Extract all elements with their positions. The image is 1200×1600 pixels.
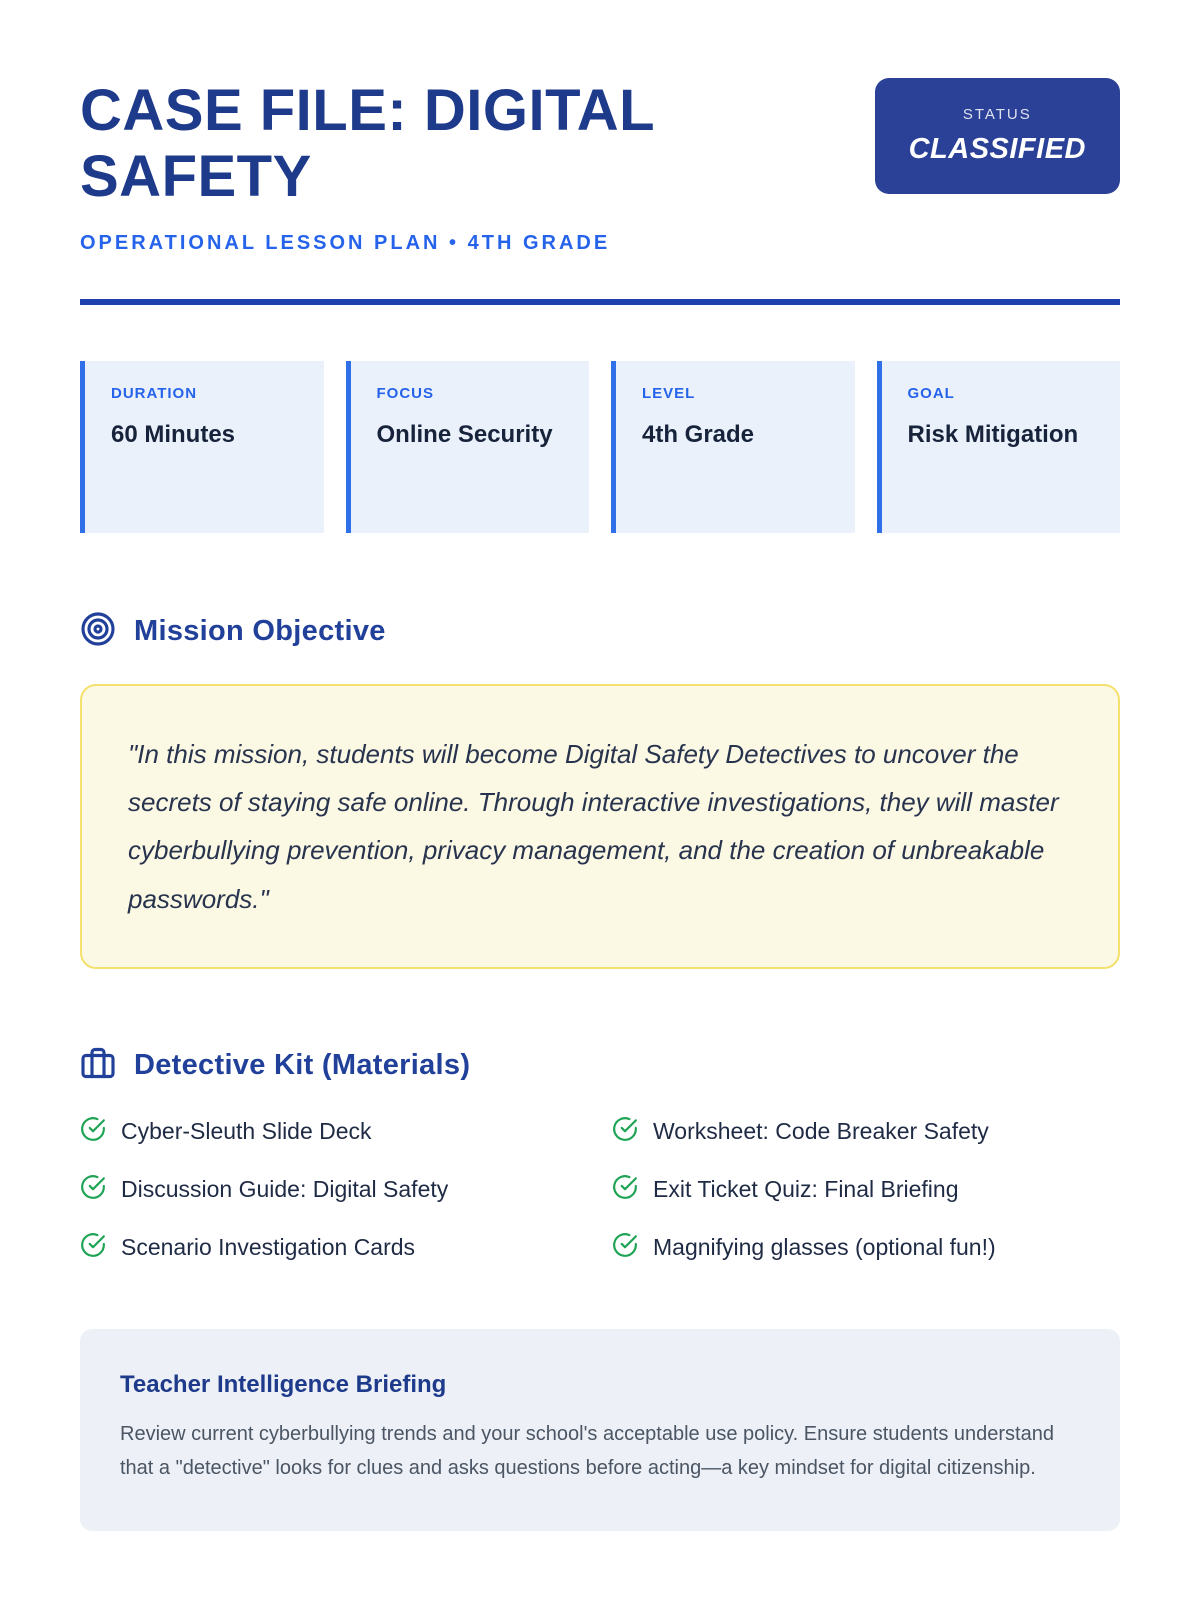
material-item bbox=[612, 1174, 1120, 1205]
info-card-value: Online Security bbox=[376, 421, 553, 449]
check-circle-icon bbox=[612, 1116, 638, 1147]
header-divider bbox=[80, 299, 1120, 305]
info-card-label: FOCUS bbox=[376, 385, 434, 403]
material-label: Exit Ticket Quiz: Final Briefing bbox=[653, 1175, 959, 1202]
mission-objective-quote-box bbox=[80, 684, 1120, 968]
material-label: Scenario Investigation Cards bbox=[121, 1233, 416, 1260]
teacher-briefing-heading: Teacher Intelligence Briefing bbox=[120, 1370, 447, 1398]
material-item bbox=[80, 1116, 588, 1147]
info-card-value: Risk Mitigation bbox=[907, 421, 1079, 449]
material-label: Discussion Guide: Digital Safety bbox=[121, 1175, 449, 1202]
material-item bbox=[80, 1174, 588, 1205]
info-card-label: GOAL bbox=[907, 385, 955, 403]
info-card-duration bbox=[80, 361, 324, 533]
header bbox=[80, 78, 1120, 210]
info-card-focus bbox=[346, 361, 590, 533]
page-subtitle: OPERATIONAL LESSON PLAN • 4TH GRADE bbox=[80, 232, 611, 255]
detective-kit-section-heading bbox=[80, 1045, 1120, 1086]
status-badge-value: CLASSIFIED bbox=[908, 133, 1086, 165]
material-item bbox=[80, 1232, 588, 1263]
materials-checklist bbox=[80, 1116, 1120, 1263]
status-badge bbox=[875, 78, 1120, 194]
target-icon bbox=[80, 611, 116, 652]
mission-objective-quote: "In this mission, students will become Digital Safety Detectives to uncover the secrets of staying safe online. Through interactive investigations, they will master cyberbullying prevention, privacy management, and the creation of unbreakable passwords." bbox=[128, 739, 1059, 914]
section-title: Mission Objective bbox=[134, 615, 386, 648]
info-card-label: LEVEL bbox=[642, 385, 696, 403]
info-card-goal bbox=[877, 361, 1121, 533]
info-card-label: DURATION bbox=[111, 385, 198, 403]
page-title: CASE FILE: DIGITAL SAFETY bbox=[80, 78, 654, 210]
info-card-level bbox=[611, 361, 855, 533]
mission-objective-section-heading bbox=[80, 611, 1120, 652]
info-card-value: 4th Grade bbox=[642, 421, 755, 449]
teacher-briefing-box bbox=[80, 1329, 1120, 1531]
check-circle-icon bbox=[612, 1174, 638, 1205]
check-circle-icon bbox=[612, 1232, 638, 1263]
check-circle-icon bbox=[80, 1174, 106, 1205]
material-item bbox=[612, 1116, 1120, 1147]
status-badge-label: STATUS bbox=[962, 106, 1032, 123]
briefcase-icon bbox=[80, 1045, 116, 1086]
check-circle-icon bbox=[80, 1232, 106, 1263]
material-label: Cyber-Sleuth Slide Deck bbox=[121, 1117, 372, 1144]
material-label: Worksheet: Code Breaker Safety bbox=[653, 1117, 989, 1144]
info-cards bbox=[80, 361, 1120, 533]
teacher-briefing-body: Review current cyberbullying trends and your school's acceptable use policy. Ensure students understand that a "detective" looks for clues and asks questions before acting—a key mindset for digital citizenship. bbox=[120, 1422, 1054, 1479]
info-card-value: 60 Minutes bbox=[111, 421, 236, 449]
section-title: Detective Kit (Materials) bbox=[134, 1048, 471, 1081]
check-circle-icon bbox=[80, 1116, 106, 1147]
material-item bbox=[612, 1232, 1120, 1263]
material-label: Magnifying glasses (optional fun!) bbox=[653, 1233, 996, 1260]
